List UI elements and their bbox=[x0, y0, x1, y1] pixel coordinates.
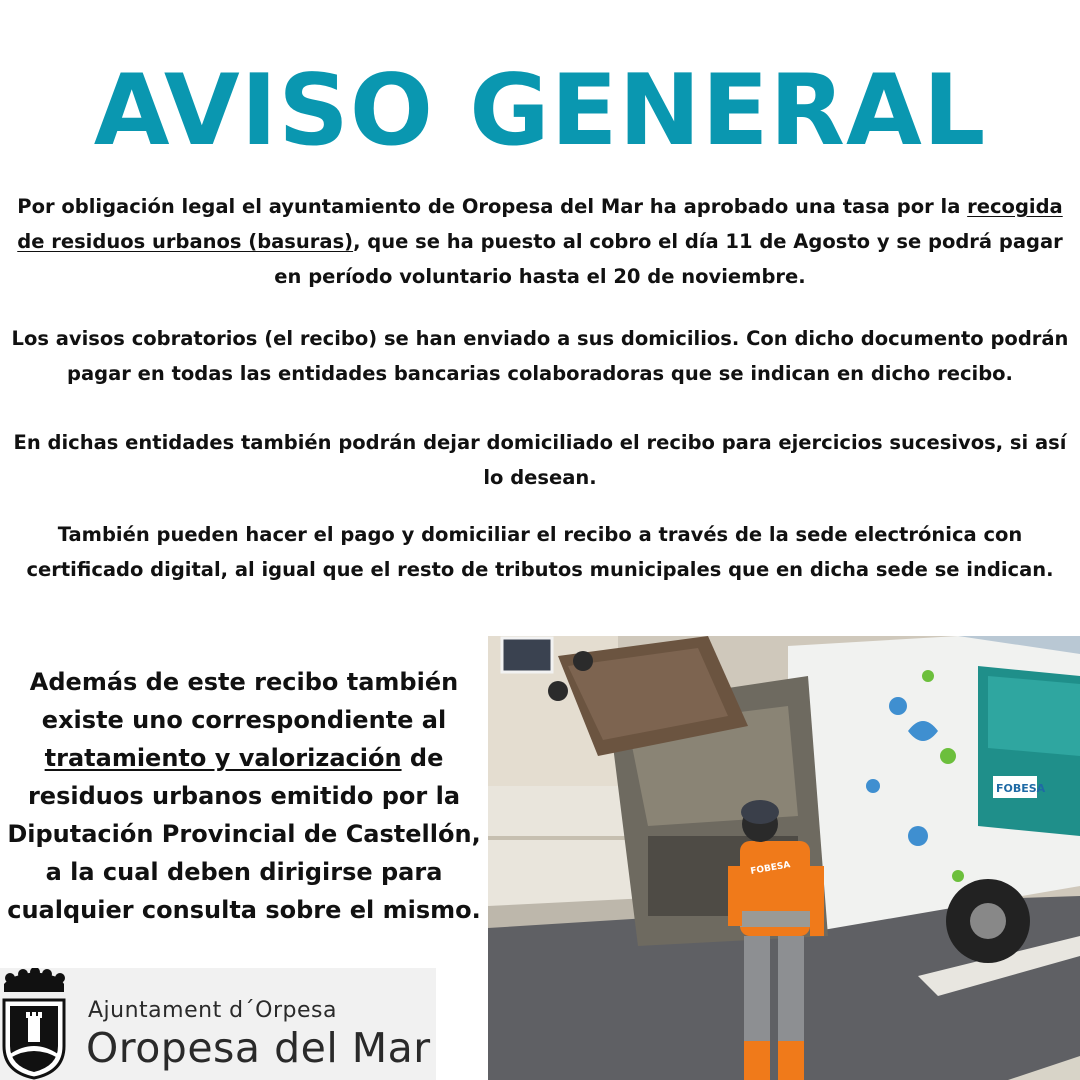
paragraph-tax-notice-end: , que se ha puesto al cobro el día 11 de Agosto y se podrá pagar en período voluntario hasta el 20 de noviembre. bbox=[274, 230, 1063, 288]
paragraph-tax-notice bbox=[10, 189, 1070, 294]
logo-town-name: Oropesa del Mar bbox=[86, 1024, 431, 1072]
treatment-underlined: tratamiento y valorización bbox=[44, 744, 402, 772]
garbage-truck-photo bbox=[488, 636, 1080, 1080]
paragraph-receipts: Los avisos cobratorios (el recibo) se han enviado a sus domicilios. Con dicho documento podrán pagar en todas las entidades bancarias colaboradoras que se indican en dicho recibo. bbox=[11, 327, 1069, 385]
town-logo bbox=[0, 968, 436, 1080]
page-title: AVISO GENERAL bbox=[93, 54, 987, 168]
town-crest-icon bbox=[0, 968, 70, 1080]
paragraph-e-office: También pueden hacer el pago y domiciliar el recibo a través de la sede electrónica con certificado digital, al igual que el resto de tributos municipales que en dicha sede se indican. bbox=[26, 523, 1054, 581]
waste-collection-underlined: recogida de residuos urbanos (basuras) bbox=[17, 195, 1063, 253]
truck-brand-label: FOBESA bbox=[996, 782, 1046, 795]
side-note-diputacion bbox=[6, 663, 482, 929]
logo-council-name: Ajuntament d´Orpesa bbox=[88, 998, 337, 1023]
paragraph-tax-notice-start: Por obligación legal el ayuntamiento de Oropesa del Mar ha aprobado una tasa por la bbox=[17, 195, 968, 218]
paragraph-direct-debit: En dichas entidades también podrán dejar domiciliado el recibo para ejercicios sucesivos, si así lo desean. bbox=[13, 431, 1067, 489]
vest-brand-label: FOBESA bbox=[749, 860, 792, 877]
side-note-end: de residuos urbanos emitido por la Diputación Provincial de Castellón, a la cual deben dirigirse para cualquier consulta sobre el mismo. bbox=[7, 744, 481, 924]
side-note-start: Además de este recibo también existe uno correspondiente al bbox=[29, 668, 459, 734]
